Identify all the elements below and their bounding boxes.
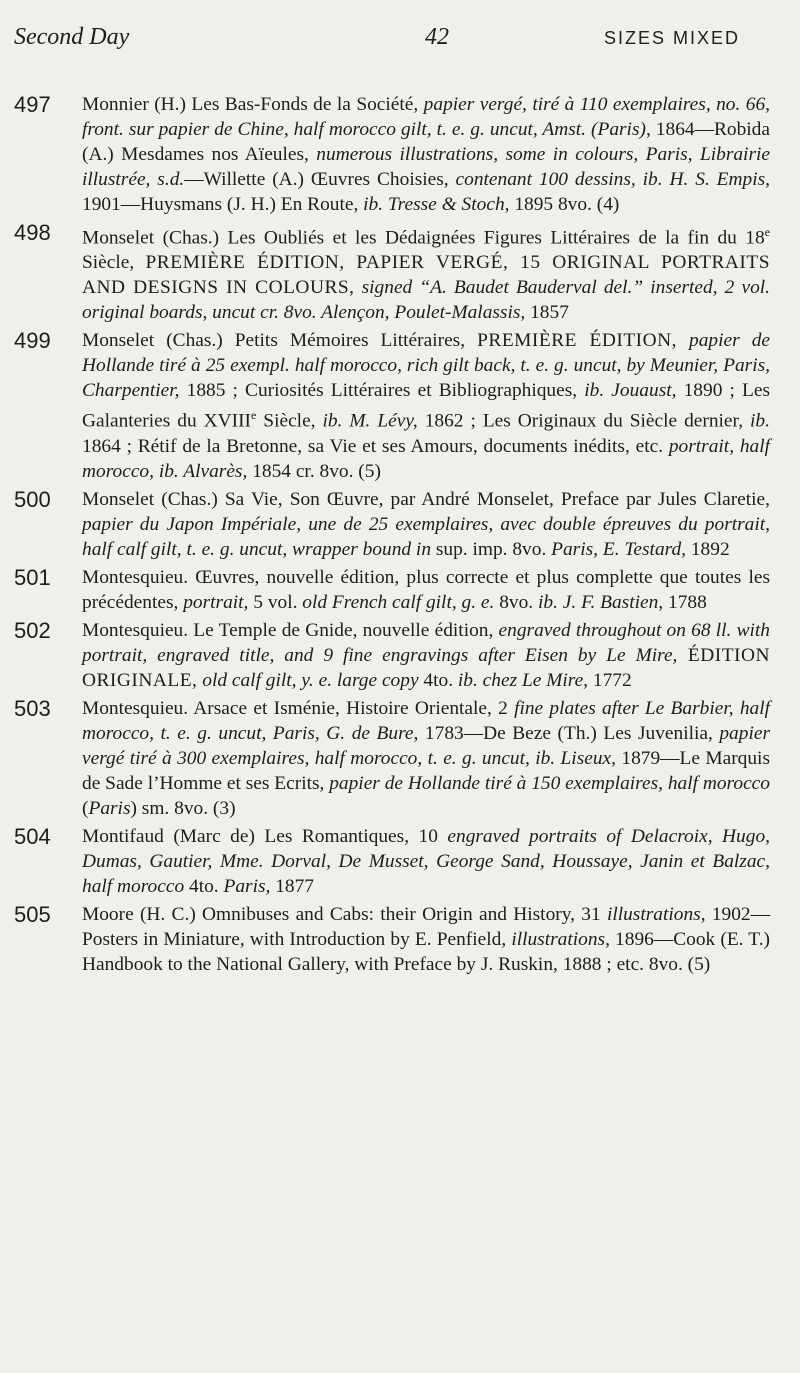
description-fragment: Paris — [88, 797, 131, 819]
lot-number: 497 — [14, 92, 51, 117]
description-fragment: old French calf gilt, g. e. — [302, 591, 495, 613]
lot-number: 498 — [14, 220, 51, 245]
description-fragment: e — [764, 225, 770, 239]
description-fragment: papier vergé tiré à 300 exemplaires, half morocco, t. e. g. uncut, ib. Liseux, — [82, 722, 770, 769]
description-fragment: 1885 ; Curiosités Littéraires et Bibliographiques, — [179, 380, 585, 402]
description-fragment: Montifaud (Marc de) Les Romantiques, 10 — [82, 825, 448, 847]
description-fragment: Montesquieu. Arsace et Isménie, Histoire Orientale, 2 — [82, 697, 515, 719]
description-fragment: Montesquieu. Le Temple de Gnide, nouvelle édition, — [82, 619, 499, 641]
description-fragment: ib. J. F. Bastien, — [538, 591, 664, 613]
description-fragment: 1772 — [588, 669, 632, 691]
description-fragment: sup. imp. 8vo. — [431, 538, 552, 560]
description-fragment: —Willette (A.) Œuvres Choisies, — [184, 169, 456, 190]
description-fragment: Monselet (Chas.) Sa Vie, Son Œuvre, par André Monselet, Preface par Jules Claretie, — [82, 488, 770, 510]
lot-number: 501 — [14, 564, 51, 590]
description-fragment: 8vo. — [494, 591, 539, 613]
description-fragment: ( — [82, 797, 89, 819]
header-section: SIZES MIXED — [603, 28, 740, 48]
description-fragment: PREMIÈRE ÉDITION, PAPIER VERGÉ, 15 ORIGINAL PORTRAITS AND DESIGNS IN COLOURS, — [82, 252, 770, 299]
description-fragment: Paris, — [223, 875, 271, 897]
description-fragment: 4to. — [184, 875, 224, 897]
description-fragment: contenant 100 dessins, ib. H. S. Empis, — [455, 169, 771, 190]
description-fragment: ib. M. Lévy, — [322, 410, 418, 432]
description-fragment: 1895 8vo. (4) — [509, 194, 620, 215]
description-fragment: Monselet (Chas.) Petits Mémoires Littéraires, — [82, 330, 478, 352]
description-fragment: 1877 — [270, 875, 314, 897]
description-fragment: numerous illustrations, some in colours, Paris, Librairie illustrée, s.d. — [82, 144, 770, 190]
description-fragment: ) sm. 8vo. (3) — [130, 797, 236, 819]
lot-description — [82, 902, 770, 977]
description-fragment: old calf gilt, y. e. large copy — [197, 669, 419, 691]
description-fragment: Montesquieu. Œuvres, nouvelle édition, plus correcte et plus complette que toutes les précédentes, — [82, 566, 770, 613]
description-fragment: 1902—Posters in Miniature, with Introduction by E. Penfield, — [82, 903, 770, 950]
lot-number: 500 — [14, 486, 51, 512]
description-fragment: 5 vol. — [248, 591, 303, 613]
description-fragment: 1879—Le Marquis de Sade l’Homme et ses Ecrits, — [82, 747, 770, 794]
lot-number: 503 — [14, 695, 51, 721]
description-fragment: portrait, — [183, 591, 249, 613]
lot-description — [82, 92, 770, 217]
lot-entry — [14, 220, 770, 325]
description-fragment: fine plates after Le Barbier, half morocco, t. e. g. uncut, Paris, G. de Bure, — [82, 697, 770, 744]
description-fragment: 1892 — [686, 538, 730, 560]
description-fragment: PREMIÈRE ÉDITION, — [477, 330, 677, 352]
lot-description — [82, 618, 770, 693]
description-fragment: 1788 — [663, 591, 707, 613]
catalogue-entries — [14, 92, 770, 980]
description-fragment: e — [251, 408, 257, 423]
description-fragment: 1890 ; Les Galanteries du XVIII — [82, 380, 771, 432]
description-fragment: illustrations, — [606, 903, 706, 925]
description-fragment: Moore (H. C.) Omnibuses and Cabs: their Origin and History, 31 — [82, 903, 607, 925]
description-fragment: papier vergé, tiré à 110 exemplaires, no. 66, front. sur papier de Chine, half morocco gilt, t. e. g. uncut, Amst. (Paris), — [82, 94, 770, 140]
description-fragment: engraved throughout on 68 ll. with portrait, engraved title, and 9 fine engravings after Eisen by Le Mire, — [82, 619, 770, 666]
description-fragment: ib. Jouaust, — [584, 380, 677, 402]
description-fragment: 1857 — [525, 302, 569, 324]
lot-number: 504 — [14, 823, 51, 849]
description-fragment: papier du Japon Impériale, une de 25 exemplaires, avec double épreuves du portrait, half calf gilt, t. e. g. uncut, wrapper bound in — [82, 513, 770, 560]
description-fragment: 1783—De Beze (Th.) Les Juvenilia, — [418, 722, 720, 744]
description-fragment: ÉDITION ORIGINALE, — [82, 644, 771, 691]
page-number: 42 — [425, 24, 449, 50]
lot-number: 502 — [14, 617, 51, 643]
page-header — [14, 24, 740, 64]
description-fragment: ib. Tresse & Stoch, — [363, 194, 510, 215]
description-fragment: 1896—Cook (E. T.) Handbook to the National Gallery, with Preface by J. Ruskin, 1888 ; etc. 8vo. (5) — [82, 928, 771, 975]
lot-description — [82, 220, 770, 325]
header-day: Second Day — [14, 24, 130, 50]
description-fragment: 1864 ; Rétif de la Bretonne, sa Vie et ses Amours, documents inédits, etc. — [82, 435, 669, 457]
lot-description — [82, 696, 770, 821]
description-fragment: papier de Hollande tiré à 25 exempl. half morocco, rich gilt back, t. e. g. uncut, by Meunier, Paris, Charpentier, — [82, 330, 770, 402]
description-fragment: 1901—Huysmans (J. H.) En Route, — [82, 194, 364, 215]
description-fragment: papier de Hollande tiré à 150 exemplaires, half morocco — [329, 772, 770, 794]
lot-entry — [14, 696, 770, 821]
description-fragment: signed “A. Baudet Bauderval del.” inserted, 2 vol. original boards, uncut cr. 8vo. Alençon, Poulet-Malassis, — [82, 277, 771, 324]
description-fragment: portrait, half morocco, ib. Alvarès, — [82, 435, 771, 482]
lot-number: 499 — [14, 328, 51, 354]
description-fragment: Monnier (H.) Les Bas-Fonds de la Société, — [82, 94, 424, 115]
lot-entry — [14, 824, 770, 899]
lot-description — [82, 487, 770, 562]
description-fragment: Monselet (Chas.) Les Oubliés et les Dédaignées Figures Littéraires de la fin du 18 — [82, 227, 765, 249]
description-fragment: 1854 cr. 8vo. (5) — [247, 460, 381, 482]
description-fragment: illustrations, — [511, 928, 610, 950]
description-fragment: 1864—Robida (A.) Mesdames nos Aïeules, — [82, 119, 770, 165]
lot-entry — [14, 328, 770, 483]
description-fragment: 1862 ; Les Originaux du Siècle dernier, — [417, 410, 751, 432]
lot-number: 505 — [14, 901, 51, 927]
lot-entry — [14, 565, 770, 615]
description-fragment: Siècle, — [256, 410, 323, 432]
lot-description — [82, 824, 770, 899]
lot-description — [82, 565, 770, 615]
lot-entry — [14, 618, 770, 693]
description-fragment: ib. chez Le Mire, — [457, 669, 589, 691]
description-fragment: ib. — [750, 410, 770, 432]
description-fragment: Paris, E. Testard, — [551, 538, 687, 560]
description-fragment: 4to. — [418, 669, 458, 691]
description-fragment: engraved portraits of Delacroix, Hugo, Dumas, Gautier, Mme. Dorval, De Musset, George Sand, Houssaye, Janin et Balzac, half morocco — [82, 825, 770, 897]
lot-entry — [14, 902, 770, 977]
lot-entry — [14, 92, 770, 217]
description-fragment: Siècle, — [82, 252, 146, 274]
lot-entry — [14, 487, 770, 562]
lot-description — [82, 328, 770, 483]
